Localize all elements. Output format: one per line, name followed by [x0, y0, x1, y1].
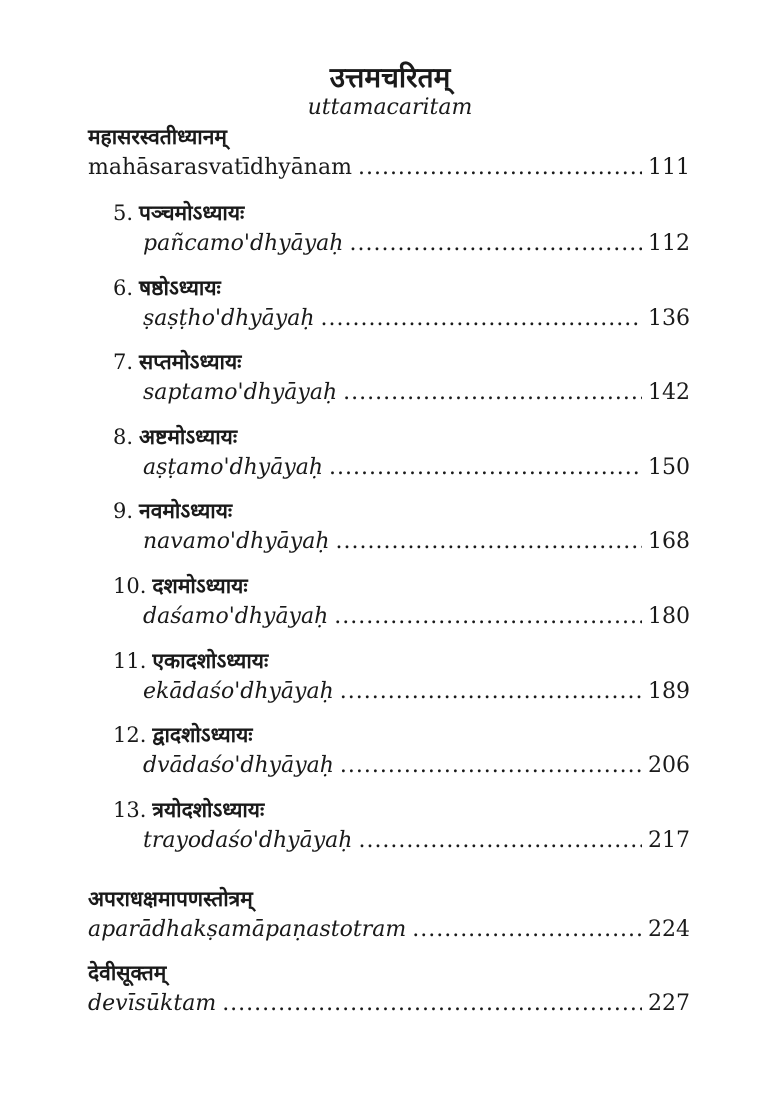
page-number: 180 [648, 603, 690, 629]
entry-translit: daśamo'dhyāyaḥ [143, 603, 329, 629]
toc-entry-chapter[interactable] [113, 198, 690, 273]
chapter-number: 9. [113, 499, 134, 524]
entry-devanagari: देवीसूक्तम् [88, 960, 167, 985]
entry-translit: ekādaśo'dhyāyaḥ [143, 678, 334, 704]
entry-devanagari: महासरस्वतीध्यानम् [88, 124, 227, 149]
dot-leader [321, 303, 642, 335]
page-number: 168 [648, 529, 690, 555]
toc-entry-intro[interactable] [88, 122, 690, 184]
entry-translit: aparādhakṣamāpaṇastotram [88, 917, 407, 942]
chapter-number: 10. [113, 573, 147, 598]
chapter-number: 5. [113, 201, 134, 225]
dot-leader [222, 988, 642, 1020]
page-number: 206 [648, 753, 690, 779]
toc-entry-chapter[interactable] [113, 646, 690, 721]
toc-entry-chapter[interactable] [113, 273, 690, 348]
section-title: उत्तमचरितम् [329, 61, 451, 94]
entry-translit: mahāsarasvatīdhyānam [88, 155, 352, 180]
page-number: 136 [648, 305, 690, 331]
dot-leader [358, 152, 642, 184]
page-number: 142 [648, 380, 690, 406]
dot-leader [329, 452, 642, 484]
page-number: 217 [648, 827, 690, 853]
section-subtitle: uttamacaritam [307, 95, 473, 120]
dot-leader [358, 825, 642, 857]
entry-devanagari: त्रयोदशोऽध्यायः [152, 796, 265, 822]
dot-leader [334, 601, 642, 633]
chapter-number: 6. [113, 275, 134, 300]
entry-row [88, 152, 690, 184]
chapter-list [113, 198, 690, 869]
dot-leader [349, 228, 642, 260]
entry-devanagari: अष्टमोऽध्यायः [139, 423, 238, 449]
entry-devanagari: षष्ठोऽध्यायः [139, 274, 221, 300]
dot-leader [340, 750, 642, 782]
page-number: 111 [648, 155, 690, 180]
entry-translit: navamo'dhyāyaḥ [143, 529, 330, 555]
chapter-number: 7. [113, 350, 134, 375]
toc-entry-chapter[interactable] [113, 422, 690, 497]
toc-entry-chapter[interactable] [113, 571, 690, 646]
entry-devanagari: अपराधक्षमापणस्तोत्रम् [88, 886, 253, 911]
dot-leader [412, 914, 642, 946]
toc-entry-devisuktam[interactable] [88, 958, 690, 1020]
entry-devanagari: द्वादशोऽध्यायः [152, 722, 253, 748]
page-number: 189 [648, 678, 690, 704]
chapter-number: 12. [113, 723, 147, 748]
entry-translit: aṣṭamo'dhyāyaḥ [143, 454, 324, 480]
entry-translit: trayodaśo'dhyāyaḥ [143, 827, 353, 853]
entry-translit: ṣaṣṭho'dhyāyaḥ [143, 305, 315, 331]
toc-entry-chapter[interactable] [113, 347, 690, 422]
toc-entry-chapter[interactable] [113, 720, 690, 795]
page-number: 224 [648, 917, 690, 942]
page-number: 150 [648, 454, 690, 480]
dot-leader [343, 377, 642, 409]
entry-devanagari: नवमोऽध्यायः [139, 498, 233, 524]
toc-entry-chapter[interactable] [113, 496, 690, 571]
entry-translit: devīsūktam [88, 991, 217, 1016]
chapter-number: 13. [113, 797, 147, 822]
entry-translit: dvādaśo'dhyāyaḥ [143, 753, 334, 779]
page-number: 112 [648, 231, 690, 256]
dot-leader [340, 676, 642, 708]
chapter-number: 11. [113, 648, 147, 673]
toc-entry-aparadha[interactable] [88, 884, 690, 946]
toc-entry-chapter[interactable] [113, 795, 690, 870]
dot-leader [336, 526, 643, 558]
entry-translit: pañcamo'dhyāyaḥ [143, 231, 344, 256]
entry-devanagari: पञ्चमोऽध्यायः [139, 200, 245, 225]
chapter-number: 8. [113, 424, 134, 449]
entry-devanagari: दशमोऽध्यायः [152, 572, 248, 598]
entry-devanagari: एकादशोऽध्यायः [152, 647, 269, 673]
entry-translit: saptamo'dhyāyaḥ [143, 380, 338, 406]
entry-devanagari: सप्तमोऽध्यायः [139, 349, 242, 375]
page-number: 227 [648, 991, 690, 1016]
